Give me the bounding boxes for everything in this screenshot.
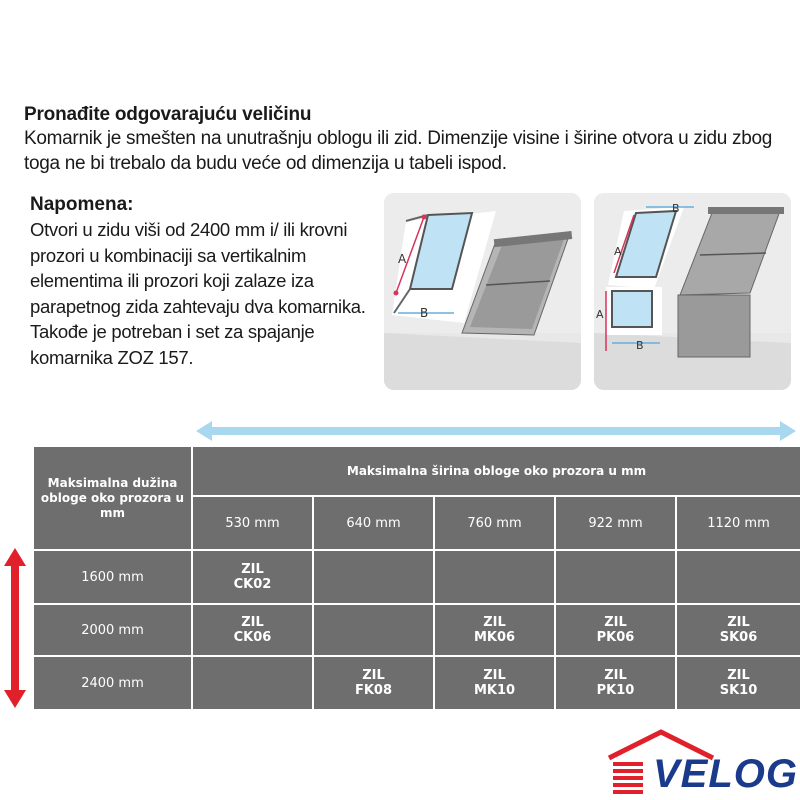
table-cell: ZIL SK06 (677, 605, 800, 655)
table-cell: ZIL CK02 (193, 551, 312, 603)
label-a-top: A (614, 245, 622, 258)
label-a: A (398, 252, 407, 266)
table-cell: ZIL CK06 (193, 605, 312, 655)
width-header: 640 mm (314, 497, 433, 549)
table-cell: ZIL MK06 (435, 605, 554, 655)
label-b-top: B (672, 202, 680, 215)
intro-body: Komarnik je smešten na unutrašnju oblogu ili zid. Dimenzije visine i širine otvora u zidu zbog toga ne bi trebalo da budu veće od dimenzija u tabeli ispod. (24, 128, 773, 174)
column-header-title: Maksimalna širina obloge oko prozora u mm (193, 447, 800, 495)
label-b-bottom: B (636, 339, 644, 352)
illustration-combined-window (594, 193, 791, 390)
table-grid (34, 447, 800, 709)
table-cell: ZIL FK08 (314, 657, 433, 709)
width-header: 530 mm (193, 497, 312, 549)
note-body: Otvori u zidu viši od 2400 mm i/ ili krovni prozori u kombinaciji sa vertikalnim elementima ili prozori koji zalaze iza parapetnog zida zahtevaju dva komarnika. Takođe je potreban i set za spajanje komarnika ZOZ 157. (30, 219, 366, 368)
velog-logo (605, 728, 800, 800)
note-section (30, 193, 380, 370)
width-header: 922 mm (556, 497, 675, 549)
table-cell: ZIL PK10 (556, 657, 675, 709)
note-title: Napomena: (30, 194, 134, 215)
row-label: 2400 mm (34, 657, 191, 709)
row-label: 2000 mm (34, 605, 191, 655)
label-b: B (420, 306, 429, 320)
row-label: 1600 mm (34, 551, 191, 603)
row-header-title: Maksimalna dužina obloge oko prozora u mm (34, 447, 191, 549)
width-header: 760 mm (435, 497, 554, 549)
height-arrow (4, 548, 26, 708)
logo-text: VELOG (653, 752, 799, 796)
table-cell: ZIL PK06 (556, 605, 675, 655)
width-arrow (196, 421, 796, 441)
table-cell: ZIL MK10 (435, 657, 554, 709)
intro-section (24, 104, 794, 176)
table-cell: ZIL SK10 (677, 657, 800, 709)
intro-title: Pronađite odgovarajuću veličinu (24, 104, 312, 125)
label-a-bottom: A (596, 308, 604, 321)
illustration-single-window (384, 193, 581, 390)
width-header: 1120 mm (677, 497, 800, 549)
